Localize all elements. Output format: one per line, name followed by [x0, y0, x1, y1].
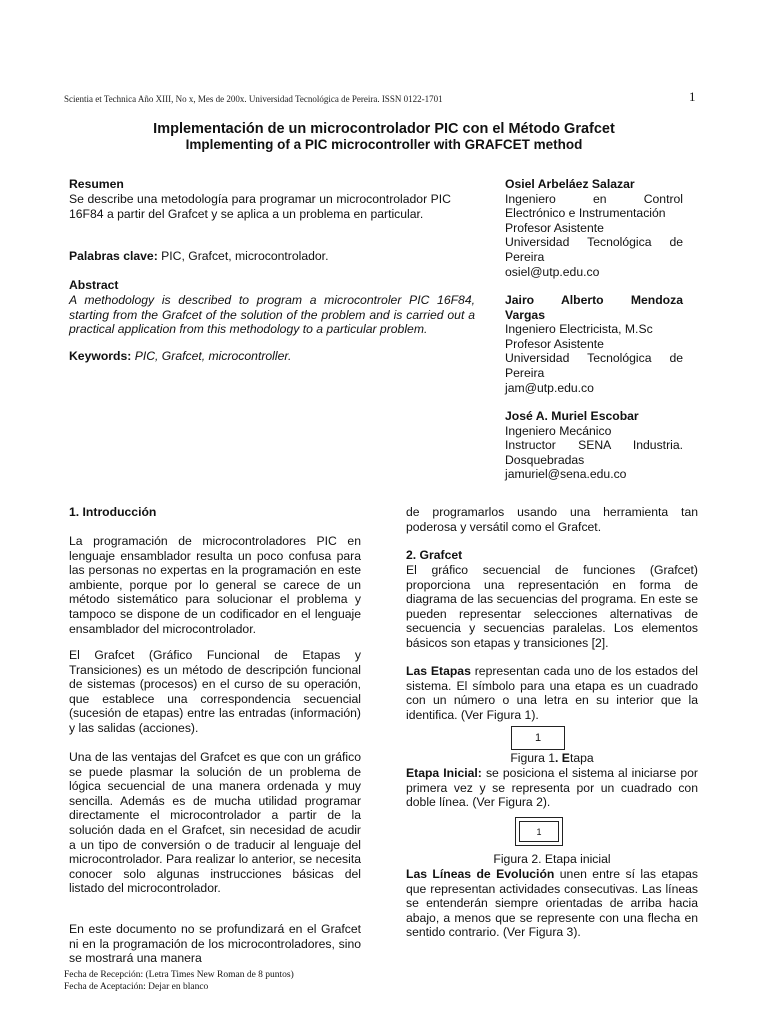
intro-paragraph-1: La programación de microcontroladores PIC en lenguaje ensamblador resulta un poco confusa para las personas no expertas en la programación en este ambiente, porque por lo general se carece de un método sistemático para solucionar el problema y tampoco se dispone de un codificador en el lenguaje ensamblador del microcontrolador. — [69, 534, 361, 636]
author-name: José A. Muriel Escobar — [505, 409, 639, 423]
author-line: Profesor Asistente — [505, 336, 604, 351]
etapa-inicial-paragraph — [406, 766, 698, 810]
author-line: Pereira — [505, 365, 545, 380]
figure-1-caption-part: . E — [555, 751, 570, 765]
title-english: Implementing of a PIC microcontroller with GRAFCET method — [185, 137, 583, 152]
palabras-clave-label: Palabras clave: — [69, 249, 158, 263]
author-email: jam@utp.edu.co — [505, 380, 594, 395]
author-name: Osiel Arbeláez Salazar — [505, 177, 635, 191]
author-name: Jairo Alberto Mendoza — [505, 293, 683, 307]
lineas-label: Las Líneas de Evolución — [406, 867, 555, 881]
author-line: Universidad Tecnológica de — [505, 235, 683, 250]
figure-1-step-box — [511, 726, 565, 750]
palabras-clave — [69, 249, 451, 264]
etapa-inicial-label: Etapa Inicial: — [406, 766, 482, 780]
author-line: Electrónico e Instrumentación — [505, 206, 666, 221]
figure-1-caption-part: Figura 1 — [510, 751, 556, 765]
etapa-inicial-text: se posiciona el sistema al iniciarse por primera vez y se representa por un cuadrado con doble línea. (Ver Figura 2). — [406, 766, 698, 810]
resumen-heading: Resumen — [69, 177, 124, 191]
author-line: Instructor SENA Industria. — [505, 438, 683, 453]
author-block-1 — [505, 177, 683, 279]
author-email: jamuriel@sena.edu.co — [505, 467, 627, 482]
keywords — [69, 349, 451, 364]
etapas-paragraph — [406, 664, 698, 722]
figure-2-step-number: 1 — [536, 826, 542, 837]
author-name: Vargas — [505, 307, 545, 322]
footer-dates — [64, 970, 294, 993]
etapas-label: Las Etapas — [406, 664, 471, 678]
running-header: Scientia et Technica Año XIII, No x, Mes de 200x. Universidad Tecnológica de Pereira. ISSN 0122-1701 — [64, 94, 443, 104]
footer-recepcion: Fecha de Recepción: (Letra Times New Roman de 8 puntos) — [64, 970, 294, 980]
intro-continuation: de programarlos usando una herramienta tan poderosa y versátil como el Grafcet. — [406, 505, 698, 534]
author-line: Universidad Tecnológica de — [505, 351, 683, 366]
figure-1-step-number: 1 — [534, 732, 542, 744]
lineas-paragraph — [406, 867, 698, 940]
palabras-clave-value: PIC, Grafcet, microcontrolador. — [157, 249, 329, 263]
intro-paragraph-4: En este documento no se profundizará en el Grafcet ni en la programación de los microcontroladores, sino se mostrará una manera — [69, 922, 361, 966]
author-line: Profesor Asistente — [505, 220, 604, 235]
author-block-3 — [505, 409, 683, 482]
author-block-2 — [505, 293, 683, 395]
grafcet-heading: 2. Grafcet — [406, 548, 463, 562]
resumen-text: Se describe una metodología para programar un microcontrolador PIC 16F84 a partir del Grafcet y se aplica a un problema en particular. — [69, 192, 451, 221]
figure-2-caption: Figura 2. Etapa inicial — [493, 852, 611, 866]
intro-paragraph-2: El Grafcet (Gráfico Funcional de Etapas y Transiciones) es un método de descripción funcional de sistemas (procesos) en el curso de su operación, que establece una correspondencia secuencial (sucesión de etapas) entre las entradas (información) y las salidas (acciones). — [69, 648, 361, 735]
page-number: 1 — [689, 89, 696, 104]
abstract-heading: Abstract — [69, 278, 119, 292]
intro-paragraph-3: Una de las ventajas del Grafcet es que con un gráfico se puede plasmar la solución de un problema de lógica secuencial de una manera ordenada y muy sencilla. Además es de mucha utilidad programar directamente el microcontrolador a partir de la solución dada en el Grafcet, sin necesidad de acudir a un tipo de conversión o de traducir al lenguaje del microcontrolador. Para realizar lo anterior, se necesita conocer solo algunas instrucciones básicas del listado del microcontrolador. — [69, 750, 361, 896]
keywords-label: Keywords: — [69, 349, 132, 363]
author-email: osiel@utp.edu.co — [505, 264, 600, 279]
lineas-text: unen entre sí las etapas que representan actividades consecutivas. Las líneas se entenderán siempre orientadas de arriba hacia abajo, a menos que se represente con una flecha en sentido contrario. (Ver Figura 3). — [406, 867, 698, 940]
keywords-value: PIC, Grafcet, microcontroller. — [131, 349, 292, 363]
figure-1-caption-part: tapa — [569, 751, 594, 765]
abstract-text: A methodology is described to program a microcontroler PIC 16F84, starting from the Grafcet of the solution of the problem and is carried out a practical application from this methodology to a particular problem. — [69, 293, 475, 337]
title-spanish: Implementación de un microcontrolador PIC con el Método Grafcet — [153, 121, 615, 137]
author-line: Ingeniero Electricista, M.Sc — [505, 322, 653, 337]
intro-heading: 1. Introducción — [69, 505, 157, 519]
author-line: Pereira — [505, 249, 545, 264]
figure-1-caption — [406, 751, 698, 765]
footer-aceptacion: Fecha de Aceptación: Dejar en blanco — [64, 981, 209, 992]
author-line: Ingeniero en Control — [505, 191, 683, 206]
figure-2-inner-box — [519, 821, 559, 842]
author-line: Ingeniero Mecánico — [505, 423, 612, 438]
grafcet-paragraph: El gráfico secuencial de funciones (Grafcet) proporciona una representación en forma de diagrama de las secuencias del programa. En este se pueden representar selecciones alternativas de secuencia y secuencias paralelas. Los elementos básicos son etapas y transiciones [2]. — [406, 563, 698, 650]
author-line: Dosquebradas — [505, 452, 585, 467]
etapas-text: representan cada uno de los estados del sistema. El símbolo para una etapa es un cuadrado con un número o una letra en su interior que la identifica. (Ver Figura 1). — [406, 664, 698, 722]
figure-2-initial-step-box — [515, 817, 563, 846]
